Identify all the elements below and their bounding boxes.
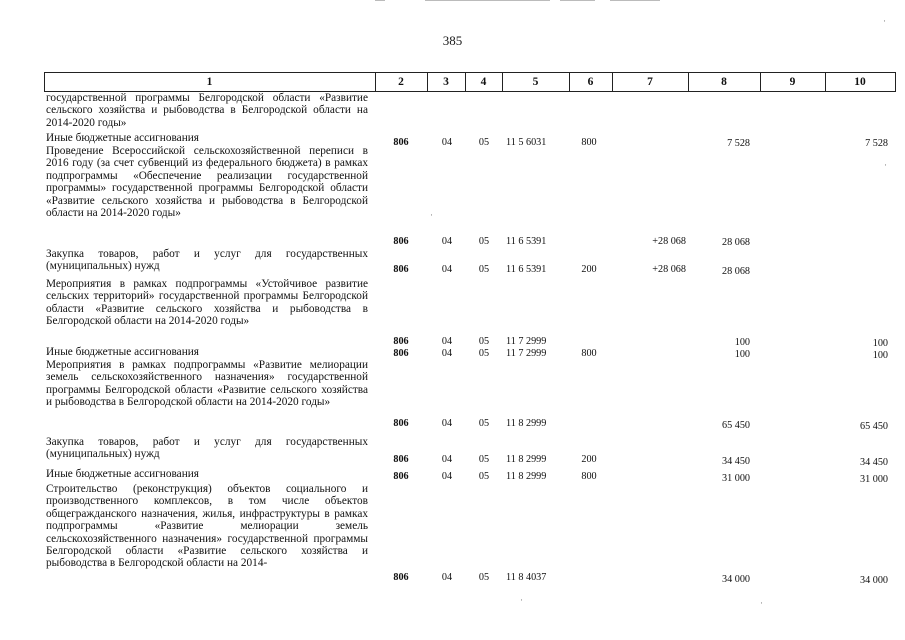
- cell-col5: 11 8 2999: [506, 471, 547, 482]
- cell-col2: 806: [393, 454, 409, 465]
- cell-col2: 806: [393, 137, 409, 148]
- table-row-description: Иные бюджетные ассигнования: [46, 346, 199, 358]
- cell-col2: 806: [393, 264, 409, 275]
- cell-col8: 65 450: [721, 420, 750, 431]
- cell-col3: 04: [441, 137, 453, 148]
- cell-col5: 11 6 5391: [506, 236, 547, 247]
- cell-col4: 05: [478, 336, 490, 347]
- scan-speck: ·: [884, 160, 887, 170]
- cell-col3: 04: [441, 336, 453, 347]
- cell-col3: 04: [441, 572, 453, 583]
- cell-col3: 04: [441, 454, 453, 465]
- scan-speck: ·: [430, 210, 433, 220]
- cell-col8: 7 528: [727, 138, 750, 149]
- scan-mark: [425, 0, 550, 1]
- scan-speck: ·: [883, 16, 886, 26]
- cell-col2: 806: [393, 418, 409, 429]
- cell-col5: 11 8 2999: [506, 454, 547, 465]
- cell-col4: 05: [478, 454, 490, 465]
- table-row-description: Иные бюджетные ассигнования: [46, 132, 199, 144]
- cell-col8: 28 068: [721, 237, 750, 248]
- table-row-description: Закупка товаров, работ и услуг для государственных (муниципальных) нужд: [46, 248, 368, 273]
- cell-col5: 11 8 4037: [506, 572, 547, 583]
- column-header-9: 9: [789, 76, 796, 88]
- cell-col5: 11 8 2999: [506, 418, 547, 429]
- column-header-6: 6: [587, 76, 594, 88]
- table-row-description: Мероприятия в рамках подпрограммы «Устойчивое развитие сельских территорий» государственной программы Белгородской области «Развитие сельского хозяйства и рыбоводства в Белгородской области на 2014-2020 годы»: [46, 278, 368, 328]
- column-header-2: 2: [398, 76, 404, 88]
- table-row-description: Закупка товаров, работ и услуг для государственных (муниципальных) нужд: [46, 436, 368, 461]
- cell-col10: 100: [872, 338, 888, 349]
- column-header-8: 8: [721, 76, 727, 88]
- cell-col10: 100: [872, 350, 888, 361]
- cell-col8: 34 000: [721, 574, 750, 585]
- cell-col10: 34 450: [859, 457, 888, 468]
- table-row-description: Строительство (реконструкция) объектов социального и производственного комплексов, в том числе объектов общегражданского назначения, жилья, инфраструктуры в рамках подпрограммы «Развитие мелиорации земель сельскохозяйственного назначения» государственной программы Белгородской области «Развитие сельского хозяйства и рыбоводства в Белгородской области на 2014-: [46, 483, 368, 570]
- cell-col4: 05: [478, 471, 490, 482]
- cell-col4: 05: [478, 572, 490, 583]
- column-header-4: 4: [480, 76, 487, 88]
- table-top-border: [44, 72, 896, 73]
- cell-col6: 200: [581, 264, 597, 275]
- column-divider: [895, 72, 896, 92]
- cell-col3: 04: [441, 471, 453, 482]
- cell-col8: 31 000: [721, 473, 750, 484]
- table-row-description: государственной программы Белгородской области «Развитие сельского хозяйства и рыбоводства в Белгородской области на 2014-2020 годы»: [46, 92, 368, 129]
- cell-col2: 806: [393, 236, 409, 247]
- cell-col4: 05: [478, 264, 490, 275]
- cell-col3: 04: [441, 348, 453, 359]
- cell-col7: +28 068: [652, 236, 686, 247]
- cell-col6: 800: [581, 137, 597, 148]
- scan-mark: [375, 0, 385, 1]
- column-header-3: 3: [443, 76, 449, 88]
- cell-col4: 05: [478, 236, 490, 247]
- cell-col6: 800: [581, 348, 597, 359]
- scan-speck: ·: [520, 595, 523, 605]
- cell-col2: 806: [393, 471, 409, 482]
- cell-col6: 200: [581, 454, 597, 465]
- cell-col3: 04: [441, 236, 453, 247]
- cell-col4: 05: [478, 348, 490, 359]
- cell-col8: 100: [734, 349, 750, 360]
- cell-col2: 806: [393, 348, 409, 359]
- cell-col7: +28 068: [652, 264, 686, 275]
- cell-col4: 05: [478, 418, 490, 429]
- column-header-1: 1: [206, 76, 213, 88]
- scan-mark: [560, 0, 595, 1]
- cell-col5: 11 7 2999: [506, 348, 547, 359]
- cell-col6: 800: [581, 471, 597, 482]
- scan-mark: [610, 0, 660, 1]
- column-header-10: 10: [854, 76, 866, 88]
- cell-col10: 31 000: [859, 474, 888, 485]
- scan-speck: ·: [760, 598, 763, 608]
- page-number: 385: [442, 33, 463, 48]
- column-header-7: 7: [647, 76, 653, 88]
- cell-col2: 806: [393, 336, 409, 347]
- column-header-5: 5: [532, 76, 539, 88]
- cell-col3: 04: [441, 264, 453, 275]
- cell-col10: 65 450: [859, 421, 888, 432]
- table-row-description: Мероприятия в рамках подпрограммы «Развитие мелиорации земель сельскохозяйственного назначения» государственной программы Белгородской области «Развитие сельского хозяйства и рыбоводства в Белгородской области на 2014-2020 годы»: [46, 359, 368, 409]
- cell-col8: 100: [734, 337, 750, 348]
- cell-col5: 11 7 2999: [506, 336, 547, 347]
- cell-col5: 11 6 5391: [506, 264, 547, 275]
- table-row-description: Проведение Всероссийской сельскохозяйственной переписи в 2016 году (за счет субвенций из федерального бюджета) в рамках подпрограммы «Обеспечение реализации государственной программы» государственной программы Белгородской области «Развитие сельского хозяйства и рыбоводства в Белгородской области на 2014-2020 годы»: [46, 145, 368, 220]
- cell-col10: 7 528: [865, 138, 888, 149]
- cell-col8: 34 450: [721, 456, 750, 467]
- cell-col8: 28 068: [721, 266, 750, 277]
- cell-col4: 05: [478, 137, 490, 148]
- cell-col3: 04: [441, 418, 453, 429]
- cell-col5: 11 5 6031: [506, 137, 547, 148]
- cell-col10: 34 000: [859, 575, 888, 586]
- cell-col2: 806: [393, 572, 409, 583]
- table-row-description: Иные бюджетные ассигнования: [46, 468, 199, 480]
